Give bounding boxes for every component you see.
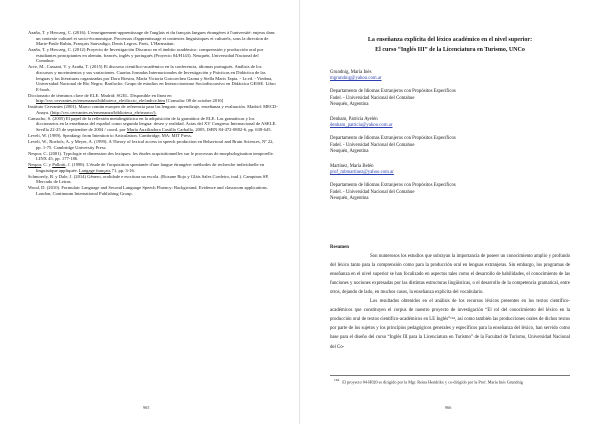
reference-link[interactable]: Langage français	[79, 167, 111, 173]
abstract-paragraph: Son numerosos los estudios que subrayan la importancia de poseer un conocimiento amplio y profundo del léxico tanto para la comprensión como para la producción oral en lenguas extranjeras. Sin embargo, los programas de enseñanza en el nivel superior se han focalizado en aspectos tales como el desarrollo de habilidades, el conocimiento de las funciones y nociones expresadas por las distintas estructuras lingüísticas, o el desarrollo de la competencia gramatical, entre otros, dejando de lado, en muchos casos, la enseñanza explícita del vocabulario.	[330, 254, 570, 296]
reference-item: Arce, M., Cassani, V. y Azaña, T. (2015) El discurso científico-académico en la conferencia, idiomas portugués. Análisis de los discursos y movimientos y sus variaciones. Cuartas Jornadas Internacionales de Investigación y Prácticas en Didáctica de las lenguas y las literaturas organizadas por Dora Riestra, María Victoria Goicoechea Gaona y Stella Maris Tapia. - 1a ed. - Viedma, Universidad Nacional de Río Negro; Bariloche, Grupo de estudios en Interaccionismo Sociodiscursivo en Didáctica GEISE. Libro E-book.	[28, 64, 276, 92]
author-department: Departamento de Idiomas Extranjeros con Propósitos Específicos	[330, 89, 456, 95]
author-faculty: Fadel. - Universidad Nacional del Comahue	[330, 189, 415, 195]
title-line: La enseñanza explícita del léxico académico en el nivel superior:	[367, 37, 533, 43]
author-name: Denham, Patricia Ayelén	[330, 117, 378, 123]
author-email[interactable]: prof_mbmartinez@yahoo.com.ar	[330, 170, 394, 176]
reference-item: Nespor, C. (2001). Typologie et dimension des lexiques: les études acquisitionnelles sur le processus de morphologisation temporelle. LINX 45, pp. 177-186.	[28, 150, 274, 162]
author-location: Neuquén, Argentina	[330, 148, 369, 154]
author-department: Departamento de Idiomas Extranjeros con Propósitos Específicos	[330, 136, 456, 142]
author-faculty: Fadel. - Universidad Nacional del Comahue	[330, 142, 415, 148]
reference-item: Diccionario de términos clave de ELE. Madrid: SGEL. Disponible en línea en http://cvc.cervantes.es/ensenanza/biblioteca_ele/diccio_ele/indice.htm [Consulta: 08 de octubre 2016]	[28, 92, 224, 104]
author-list	[330, 70, 570, 211]
author-block	[330, 70, 570, 108]
author-email[interactable]: mgrundnig@yahoo.com.ar	[330, 76, 382, 82]
author-block	[330, 117, 570, 155]
author-location: Neuquén, Argentina	[330, 195, 369, 201]
reference-item: Camacho, S. (2005) El papel de la reflexión metalingüística en la adquisición de la gramática de ELE. Las gramáticas y los diccionarios en la enseñanza del español como segunda lengua: deseo y realidad. Actas del XV Congreso Internacional de ASELE. Sevilla 22-25 de septiembre de 2004 / coord. por María Auxiliadora Castillo Carballo, 2005, ISBN 84-472-0882-6, pp. 638-645.	[28, 115, 277, 133]
reference-item: Instituto Cervantes (2001). Marco común europeo de referencia para las lenguas: aprendizaje, enseñanza y evaluación. Madrid: MECD-Anaya. (http://cvc.cervantes.es/ensenanza/biblioteca_ele/marco/).	[28, 104, 278, 115]
author-email[interactable]: denham_patricia@yahoo.com.ar	[330, 123, 393, 129]
author-name: Grundnig, María Inés	[330, 70, 372, 75]
footnote-mark: 164	[334, 378, 340, 382]
right-page	[300, 0, 600, 424]
abstract-heading: Resumen	[330, 245, 349, 250]
reference-link[interactable]: Pallotti	[52, 162, 66, 168]
reference-item: Azaña, T. y Herczeg, C. (2012) Proyecto de Investigación Discurso en el ámbito académico: comprensión y producción oral por estudiantes principiantes en alemán, francés, inglés y portugués (Proyecto 04/H143). Neuquén, Universidad Nacional del Comahue.	[28, 47, 264, 64]
author-department: Departamento de Idiomas Extranjeros con Propósitos Específicos	[330, 183, 456, 189]
author-block	[330, 164, 570, 202]
reference-link[interactable]: (http://cvc.cervantes.es/ensenanza/biblioteca_ele/marco/).	[50, 109, 157, 115]
author-name: Martínez, María Belén	[330, 164, 374, 170]
article-title	[330, 35, 570, 55]
reference-item: Azaña, T. y Herczeg, C. (2016). L'enseignement-apprentissage de l'anglais et du français langues étrangères à l'université: enjeux dans un contexte culturel et socio-économique. Processus d'apprentissage et contextes linguistiques et culturels, sous la direction de Marie-Paule Rubin, François Sauvadigo, Denis Legros. Paris, L'Harmattan.	[28, 30, 275, 47]
page-number: 966	[445, 405, 452, 410]
reference-link[interactable]: Nespor	[28, 162, 42, 168]
author-location: Neuquén, Argentina	[330, 101, 369, 107]
reference-list	[28, 30, 278, 197]
reference-item: Levelt, W., Roelofs, A. y Meyer, A. (1999). A Theory of lexical access in speech production en Behavioral and Brain Sciences, Nº 22, pp. 1-75. Cambridge University Press.	[28, 139, 274, 150]
page-number: 965	[143, 405, 150, 410]
reference-link[interactable]: María Auxiliadora Castillo Carballo	[126, 127, 194, 133]
reference-item: Schmoerly, B. y Dale, J. (2014) Gênero, oralidade e escritura na escola. (Roxane Rojo y Gláis Sales Cordeiro, trad.). Campinas SP, Mercado de Letras.	[28, 173, 269, 185]
footnote-text: El proyecto 04-H020 es dirigido por la Mgr. Reina Hendrikx y co-dirigido por la Prof. María Inés Grundnig	[342, 379, 523, 385]
footnote	[330, 375, 570, 385]
author-faculty: Fadel. - Universidad Nacional del Comahue	[330, 95, 415, 101]
title-line: El curso “Inglés III” de la Licenciatura en Turismo, UNCo	[375, 47, 525, 53]
reference-item: Wood, D. (2010). Formulaic Language and Second Language Speech Fluency: Background, Evidence and classroom applications. London, Continuum International Publishing Group.	[28, 185, 268, 196]
reference-item: Nespor, C. y Pallotti, J. (1998). L'étude de l'acquisition spontanée d'une langue étrangère: méthodes de recherche individuelle en linguistique appliquée. Langage français 71, pp. 3-16.	[28, 162, 265, 173]
abstract-section	[330, 243, 570, 352]
abstract-paragraph: Los resultados obtenidos en el análisis de los recursos léxicos presentes en los textos científico-académicos que constituyen el corpus de nuestro proyecto de investigación “El rol del conocimiento del léxico en la producción oral de textos científico-académicos en LE Inglés”¹⁶⁴, así como también las producciones orales de dichos textos por parte de los sujetos y los principios pedagógicos generales y específicos para la enseñanza del léxico, han servido como base para el diseño del curso “Inglés III para la Licenciatura en Turismo” de la Facultad de Turismo, Universidad Nacional del Co-	[330, 299, 570, 350]
reference-link[interactable]: http://cvc.cervantes.es/ensenanza/biblioteca_ele/diccio_ele/indice.htm	[36, 98, 165, 104]
reference-item: Levelt, W. (1989). Speaking: from Intention to Articulation. Cambridge, MA: MIT Press.	[28, 133, 192, 139]
